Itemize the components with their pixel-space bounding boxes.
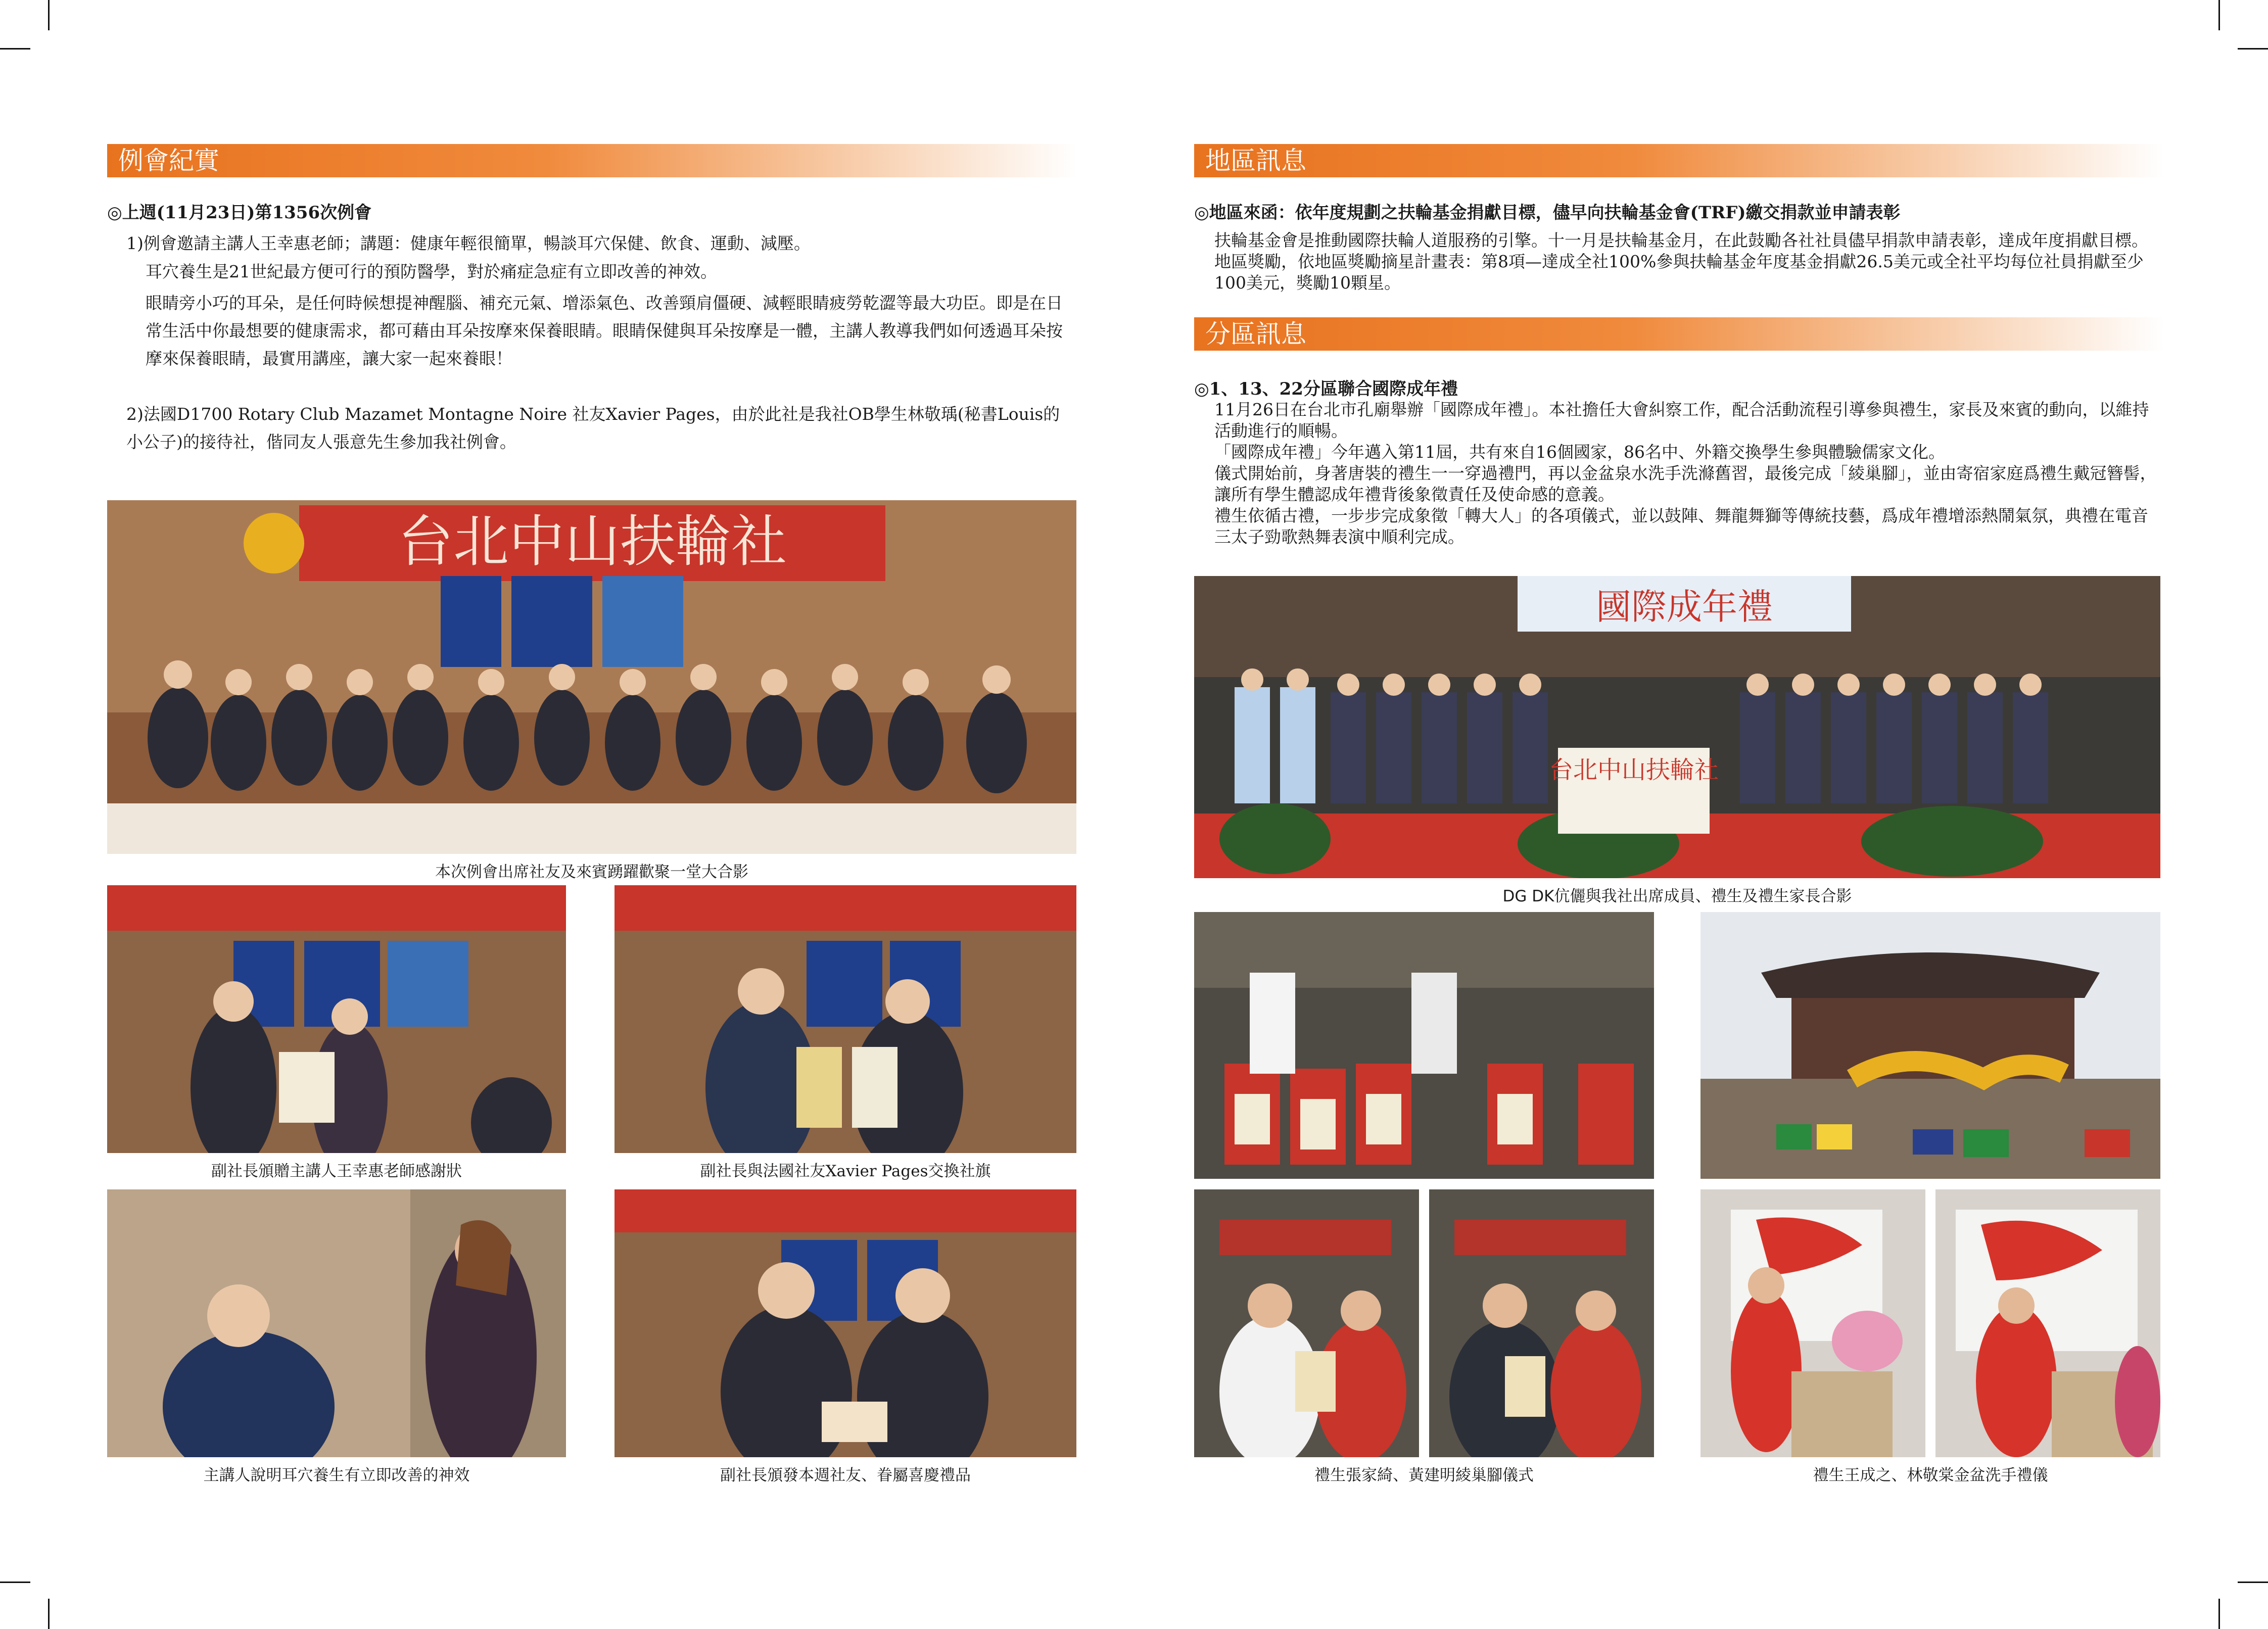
crop-mark (0, 1582, 30, 1583)
caption-ceremony-group-photo: DG DK伉儷與我社出席成員、禮生及禮生家長合影 (1502, 887, 1852, 905)
caption-certificate-photo: 副社長頒贈主講人王幸惠老師感謝狀 (211, 1162, 462, 1180)
ritual-photo-2 (1429, 1189, 1654, 1457)
caption-flag-exchange-photo: 副社長與法國社友Xavier Pages交換社旗 (700, 1162, 991, 1180)
handwash-photo-2 (1935, 1189, 2160, 1457)
area-heading: ◎1、13、22分區聯合國際成年禮 (1194, 379, 1458, 399)
area-para-2: 「國際成年禮」今年邁入第11屆，共有來自16個國家，86名中、外籍交換學生參與體驗儒家文化。 (1214, 442, 1945, 462)
caption-group-photo: 本次例會出席社友及來賓踴躍歡聚一堂大合影 (435, 863, 748, 881)
crop-mark (2218, 1599, 2220, 1629)
crop-mark (48, 0, 50, 30)
section-banner-area: 分區訊息 (1194, 317, 2164, 351)
meeting-para-2: 耳穴養生是21世紀最方便可行的預防醫學，對於痛症急症有立即改善的神效。 (146, 262, 717, 281)
students-certificate-photo (1194, 912, 1654, 1179)
caption-ritual-photos: 禮生張家綺、黃建明綾巢腳儀式 (1314, 1466, 1534, 1484)
area-para-3: 儀式開始前，身著唐裝的禮生一一穿過禮門，再以金盆泉水洗手洗滌舊習，最後完成「綾巢腳」，並由寄宿家庭爲禮生戴冠簪髻，讓所有學生體認成年禮背後象徵責任及使命感的意義。 (1214, 463, 2157, 504)
ritual-photo-1 (1194, 1189, 1419, 1457)
certificate-photo (107, 885, 566, 1153)
photo-banner-text: 台北中山扶輪社 (398, 509, 787, 574)
gift-photo (615, 1189, 1076, 1457)
group-photo (107, 500, 1076, 854)
crop-mark (2238, 48, 2268, 50)
area-text (1214, 399, 2164, 548)
crop-mark (48, 1599, 50, 1629)
meeting-para-4: 2)法國D1700 Rotary Club Mazamet Montagne Noire 社友Xavier Pages，由於此社是我社OB學生林敬瑀(秘書Louis的小公子)的接待社，偕同友人張意先生參加我社例會。 (126, 404, 1060, 452)
district-para: 扶輪基金會是推動國際扶輪人道服務的引擎。十一月是扶輪基金月，在此鼓勵各社社員儘早捐款申請表彰，達成年度捐獻目標。地區獎勵，依地區獎勵摘星計畫表：第8項—達成全社100%參與扶輪基金年度基金捐獻26.5美元或全社平均每位社員捐獻至少100美元，獎勵10顆星。 (1214, 230, 2148, 293)
caption-gift-photo: 副社長頒發本週社友、眷屬喜慶禮品 (720, 1466, 971, 1484)
crop-mark (2238, 1582, 2268, 1583)
area-para-4: 禮生依循古禮，一步步完成象徵「轉大人」的各項儀式，並以鼓陣、舞龍舞獅等傳統技藝，爲成年禮增添熱鬧氣氛，典禮在電音三太子勁歌熱舞表演中順利完成。 (1214, 506, 2148, 547)
area-para-1: 11月26日在台北市孔廟舉辦「國際成年禮」。本社擔任大會糾察工作，配合活動流程引導參與禮生，家長及來賓的動向，以維持活動進行的順暢。 (1214, 400, 2149, 441)
handwash-photo-1 (1700, 1189, 1925, 1457)
meeting-para-3: 眼睛旁小巧的耳朵，是任何時候想提神醒腦、補充元氣、增添氣色、改善頸肩僵硬、減輕眼睛疲勞乾澀等最大功臣。即是在日常生活中你最想要的健康需求，都可藉由耳朵按摩來保養眼睛。眼睛保健與耳朵按摩是一體，主講人教導我們如何透過耳朵按摩來保養眼睛，最實用講座，讓大家一起來養眼！ (146, 293, 1063, 368)
ceremony-group-photo (1194, 576, 2160, 878)
meeting-heading: ◎上週(11月23日)第1356次例會 (107, 203, 372, 223)
section-banner-meeting: 例會紀實 (107, 144, 1077, 177)
meeting-para-1: 1)例會邀請主講人王幸惠老師；講題：健康年輕很簡單，暢談耳穴保健、飲食、運動、減壓。 (126, 233, 811, 253)
caption-speaker-photo: 主講人說明耳穴養生有立即改善的神效 (203, 1466, 470, 1484)
temple-parade-photo (1700, 912, 2160, 1179)
caption-handwash-photos: 禮生王成之、林敬棠金盆洗手禮儀 (1813, 1466, 2048, 1484)
flag-exchange-photo (615, 885, 1076, 1153)
crop-mark (0, 48, 30, 50)
section-banner-district: 地區訊息 (1194, 144, 2164, 177)
sign-text: 台北中山扶輪社 (1548, 756, 1719, 784)
district-heading: ◎地區來函：依年度規劃之扶輪基金捐獻目標，儘早向扶輪基金會(TRF)繳交捐款並申請表彰 (1194, 203, 1901, 223)
crop-mark (2218, 0, 2220, 30)
speaker-photo (107, 1189, 566, 1457)
backdrop-text: 國際成年禮 (1596, 586, 1773, 628)
